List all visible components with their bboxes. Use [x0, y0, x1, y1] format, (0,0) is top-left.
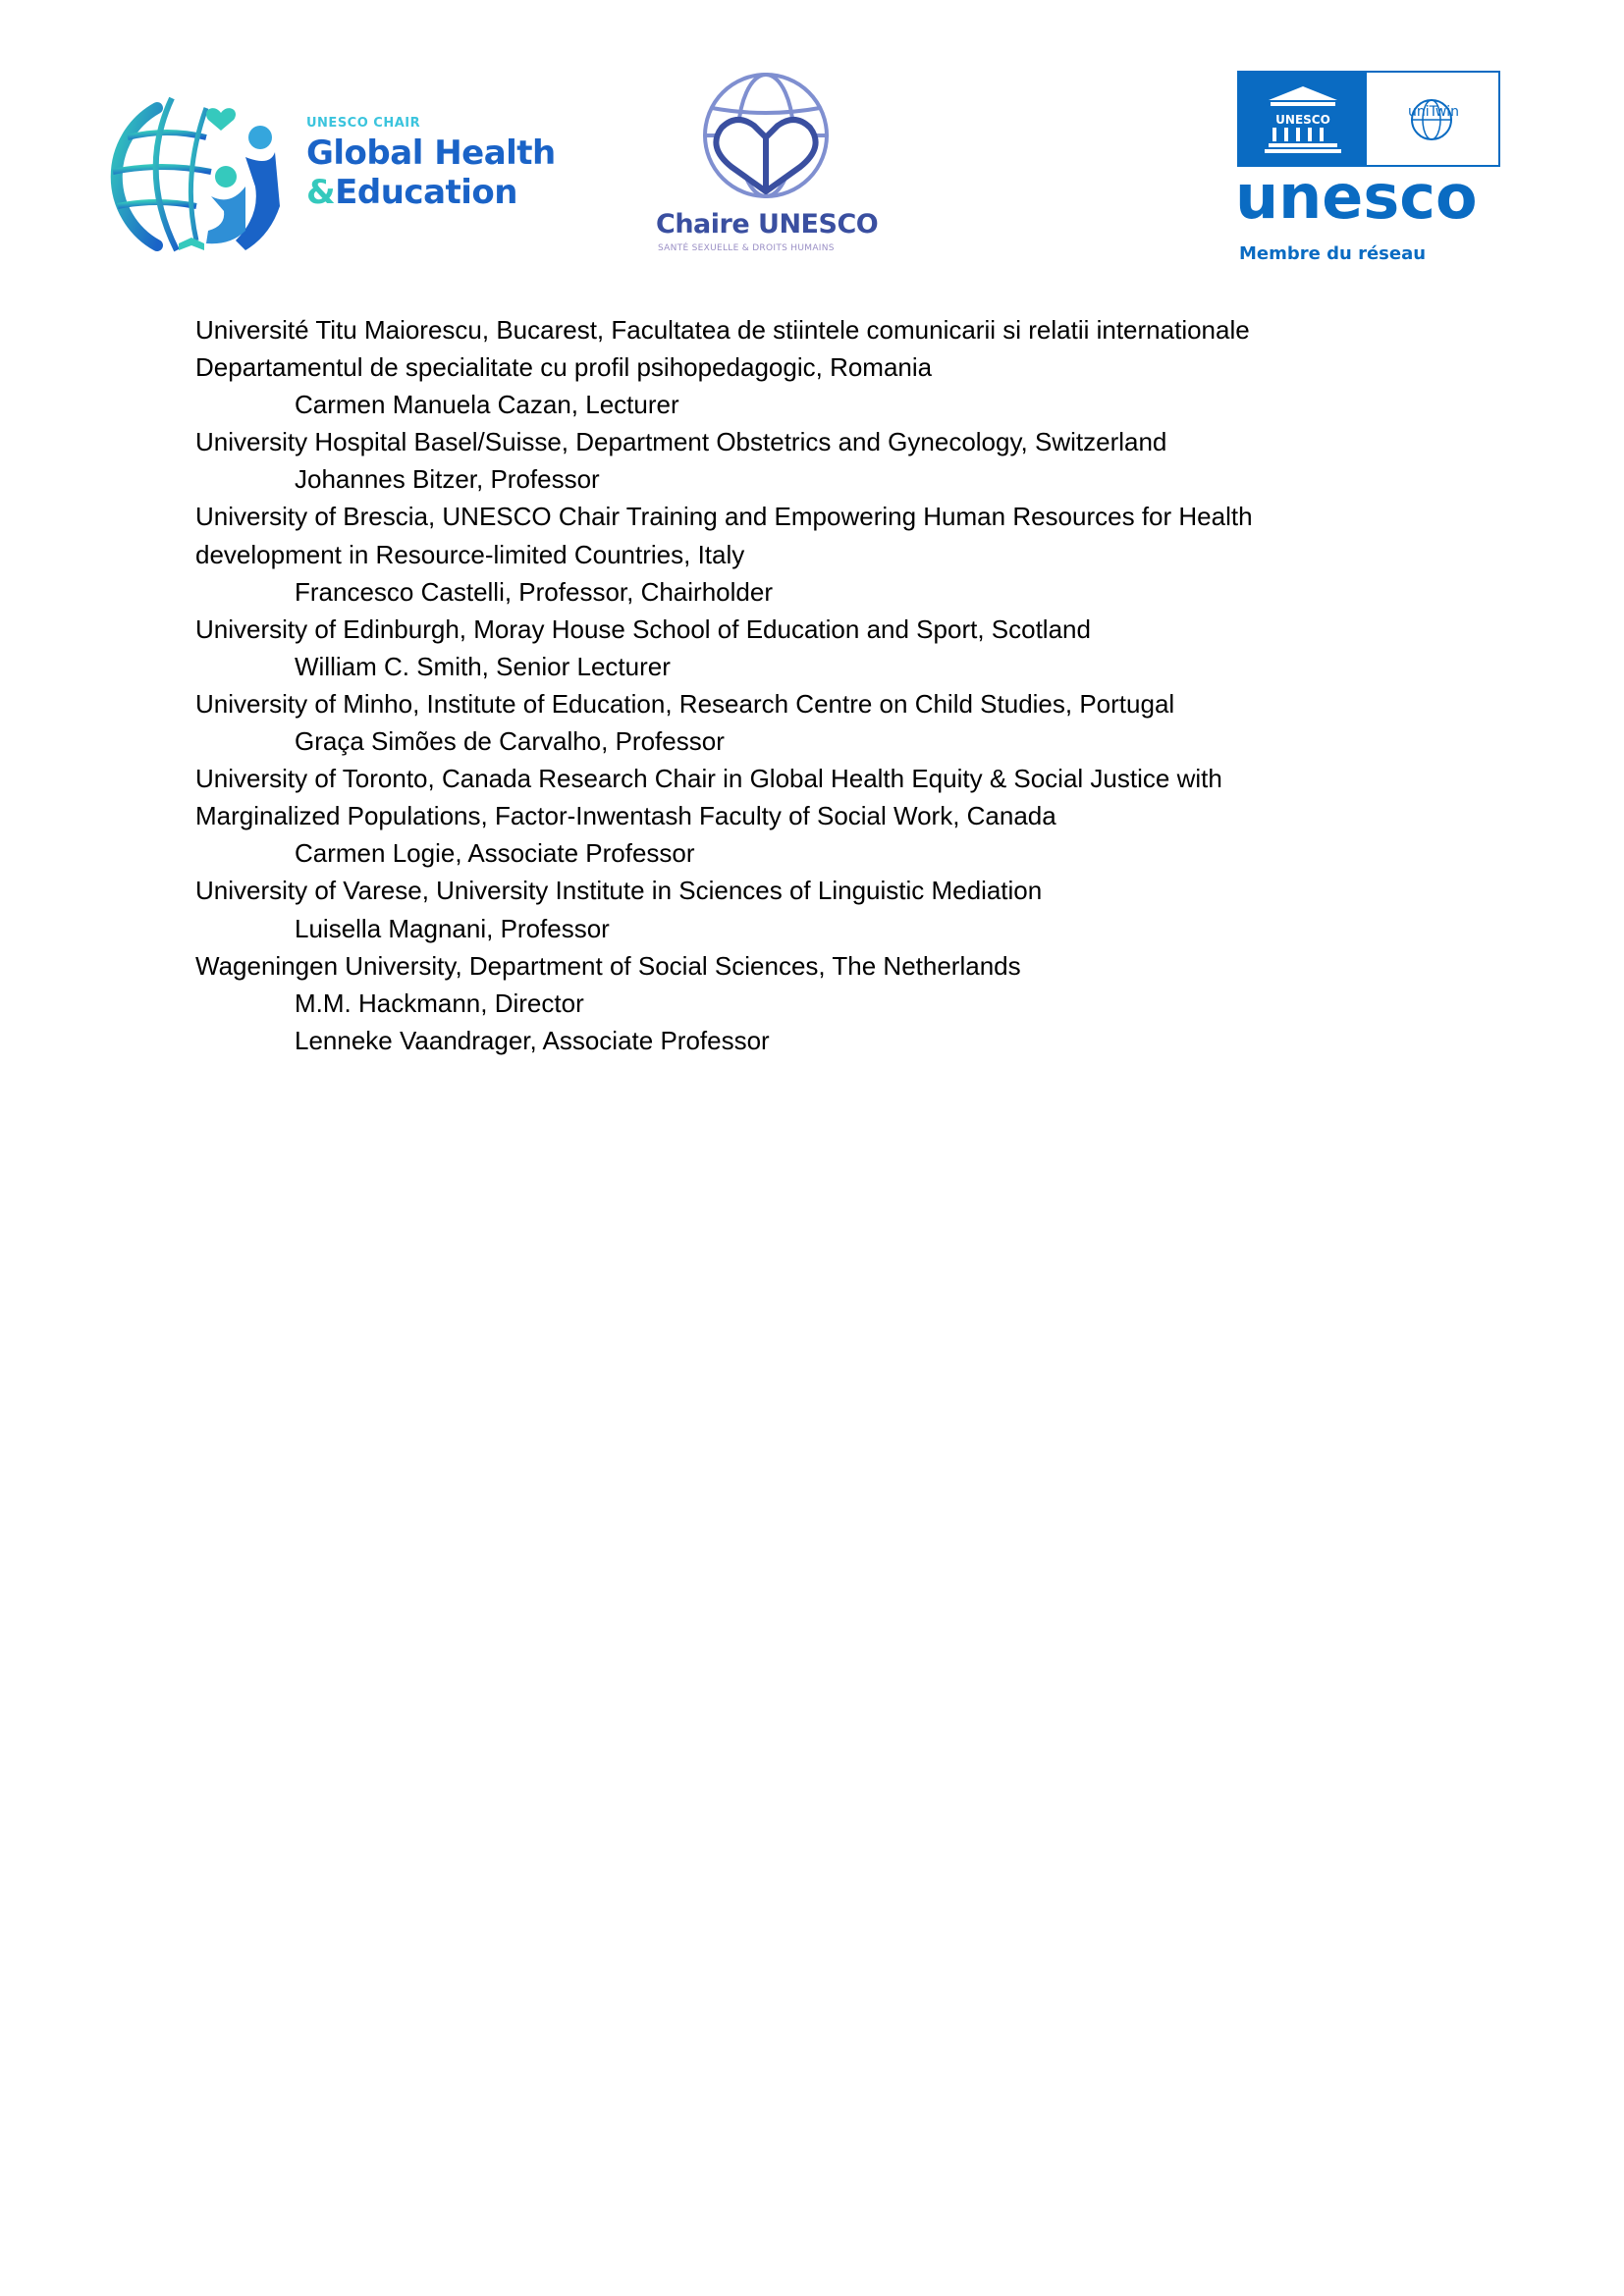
globe-figures-icon — [98, 69, 304, 265]
person-name: Luisella Magnani, Professor — [295, 913, 610, 943]
unesco-temple-icon — [1239, 73, 1367, 165]
institution-name: Université Titu Maiorescu, Bucarest, Facultatea de stiintele comunicarii si relatii internationale Departamentul de specialitate cu profil psihopedagogic, Romania — [195, 315, 1250, 383]
institution-name: University of Toronto, Canada Research Chair in Global Health Equity & Social Justice with Marginalized Populations, Factor-Inwentash Faculty of Social Work, Canada — [195, 764, 1222, 831]
logo-ampersand: & — [306, 173, 336, 212]
unesco-emblem-box — [1237, 71, 1500, 167]
person-name: M.M. Hackmann, Director — [295, 988, 584, 1018]
person-name: Johannes Bitzer, Professor — [295, 464, 600, 495]
institution-name: University of Varese, University Institute in Sciences of Linguistic Mediation — [195, 876, 1043, 906]
logo-title-line1: Global Health — [306, 133, 556, 173]
logo-unesco-unitwin — [1237, 71, 1512, 277]
unesco-wordmark: unesco — [1235, 161, 1478, 233]
logo-chaire-subtitle: SANTÉ SEXUELLE & DROITS HUMAINS — [658, 243, 835, 253]
person-name: Carmen Manuela Cazan, Lecturer — [295, 390, 679, 420]
logo-chair-label: UNESCO CHAIR — [306, 116, 421, 131]
person-name: William C. Smith, Senior Lecturer — [295, 651, 671, 681]
logo-chaire-title: Chaire UNESCO — [656, 209, 879, 240]
institution-name: University of Minho, Institute of Education, Research Centre on Child Studies, Portugal — [195, 688, 1175, 719]
logo-title-line2-rest: Education — [335, 173, 517, 212]
person-name: Francesco Castelli, Professor, Chairholder — [295, 576, 773, 607]
person-name: Carmen Logie, Associate Professor — [295, 838, 695, 869]
logo-global-health-education — [98, 69, 589, 265]
unesco-tagline: Membre du réseau — [1239, 243, 1427, 264]
institution-name: University of Edinburgh, Moray House School of Education and Sport, Scotland — [195, 614, 1091, 644]
unitwin-icon — [1369, 73, 1496, 165]
unesco-temple-panel — [1239, 73, 1367, 165]
institution-name: University of Brescia, UNESCO Chair Training and Empowering Human Resources for Health development in Resource-limited Countries, Italy — [195, 502, 1253, 569]
globe-hands-heart-icon — [638, 69, 893, 206]
unitwin-text: uniTwin — [1407, 104, 1460, 120]
institution-list — [195, 311, 1472, 1059]
person-name: Graça Simões de Carvalho, Professor — [295, 726, 725, 757]
institution-name: Wageningen University, Department of Social Sciences, The Netherlands — [195, 950, 1021, 981]
logo-chaire-unesco — [638, 69, 893, 265]
logo-title-line2 — [306, 173, 517, 212]
unesco-temple-text: UNESCO — [1275, 113, 1330, 127]
institution-name: University Hospital Basel/Suisse, Department Obstetrics and Gynecology, Switzerland — [195, 427, 1167, 457]
person-name: Lenneke Vaandrager, Associate Professor — [295, 1025, 770, 1055]
